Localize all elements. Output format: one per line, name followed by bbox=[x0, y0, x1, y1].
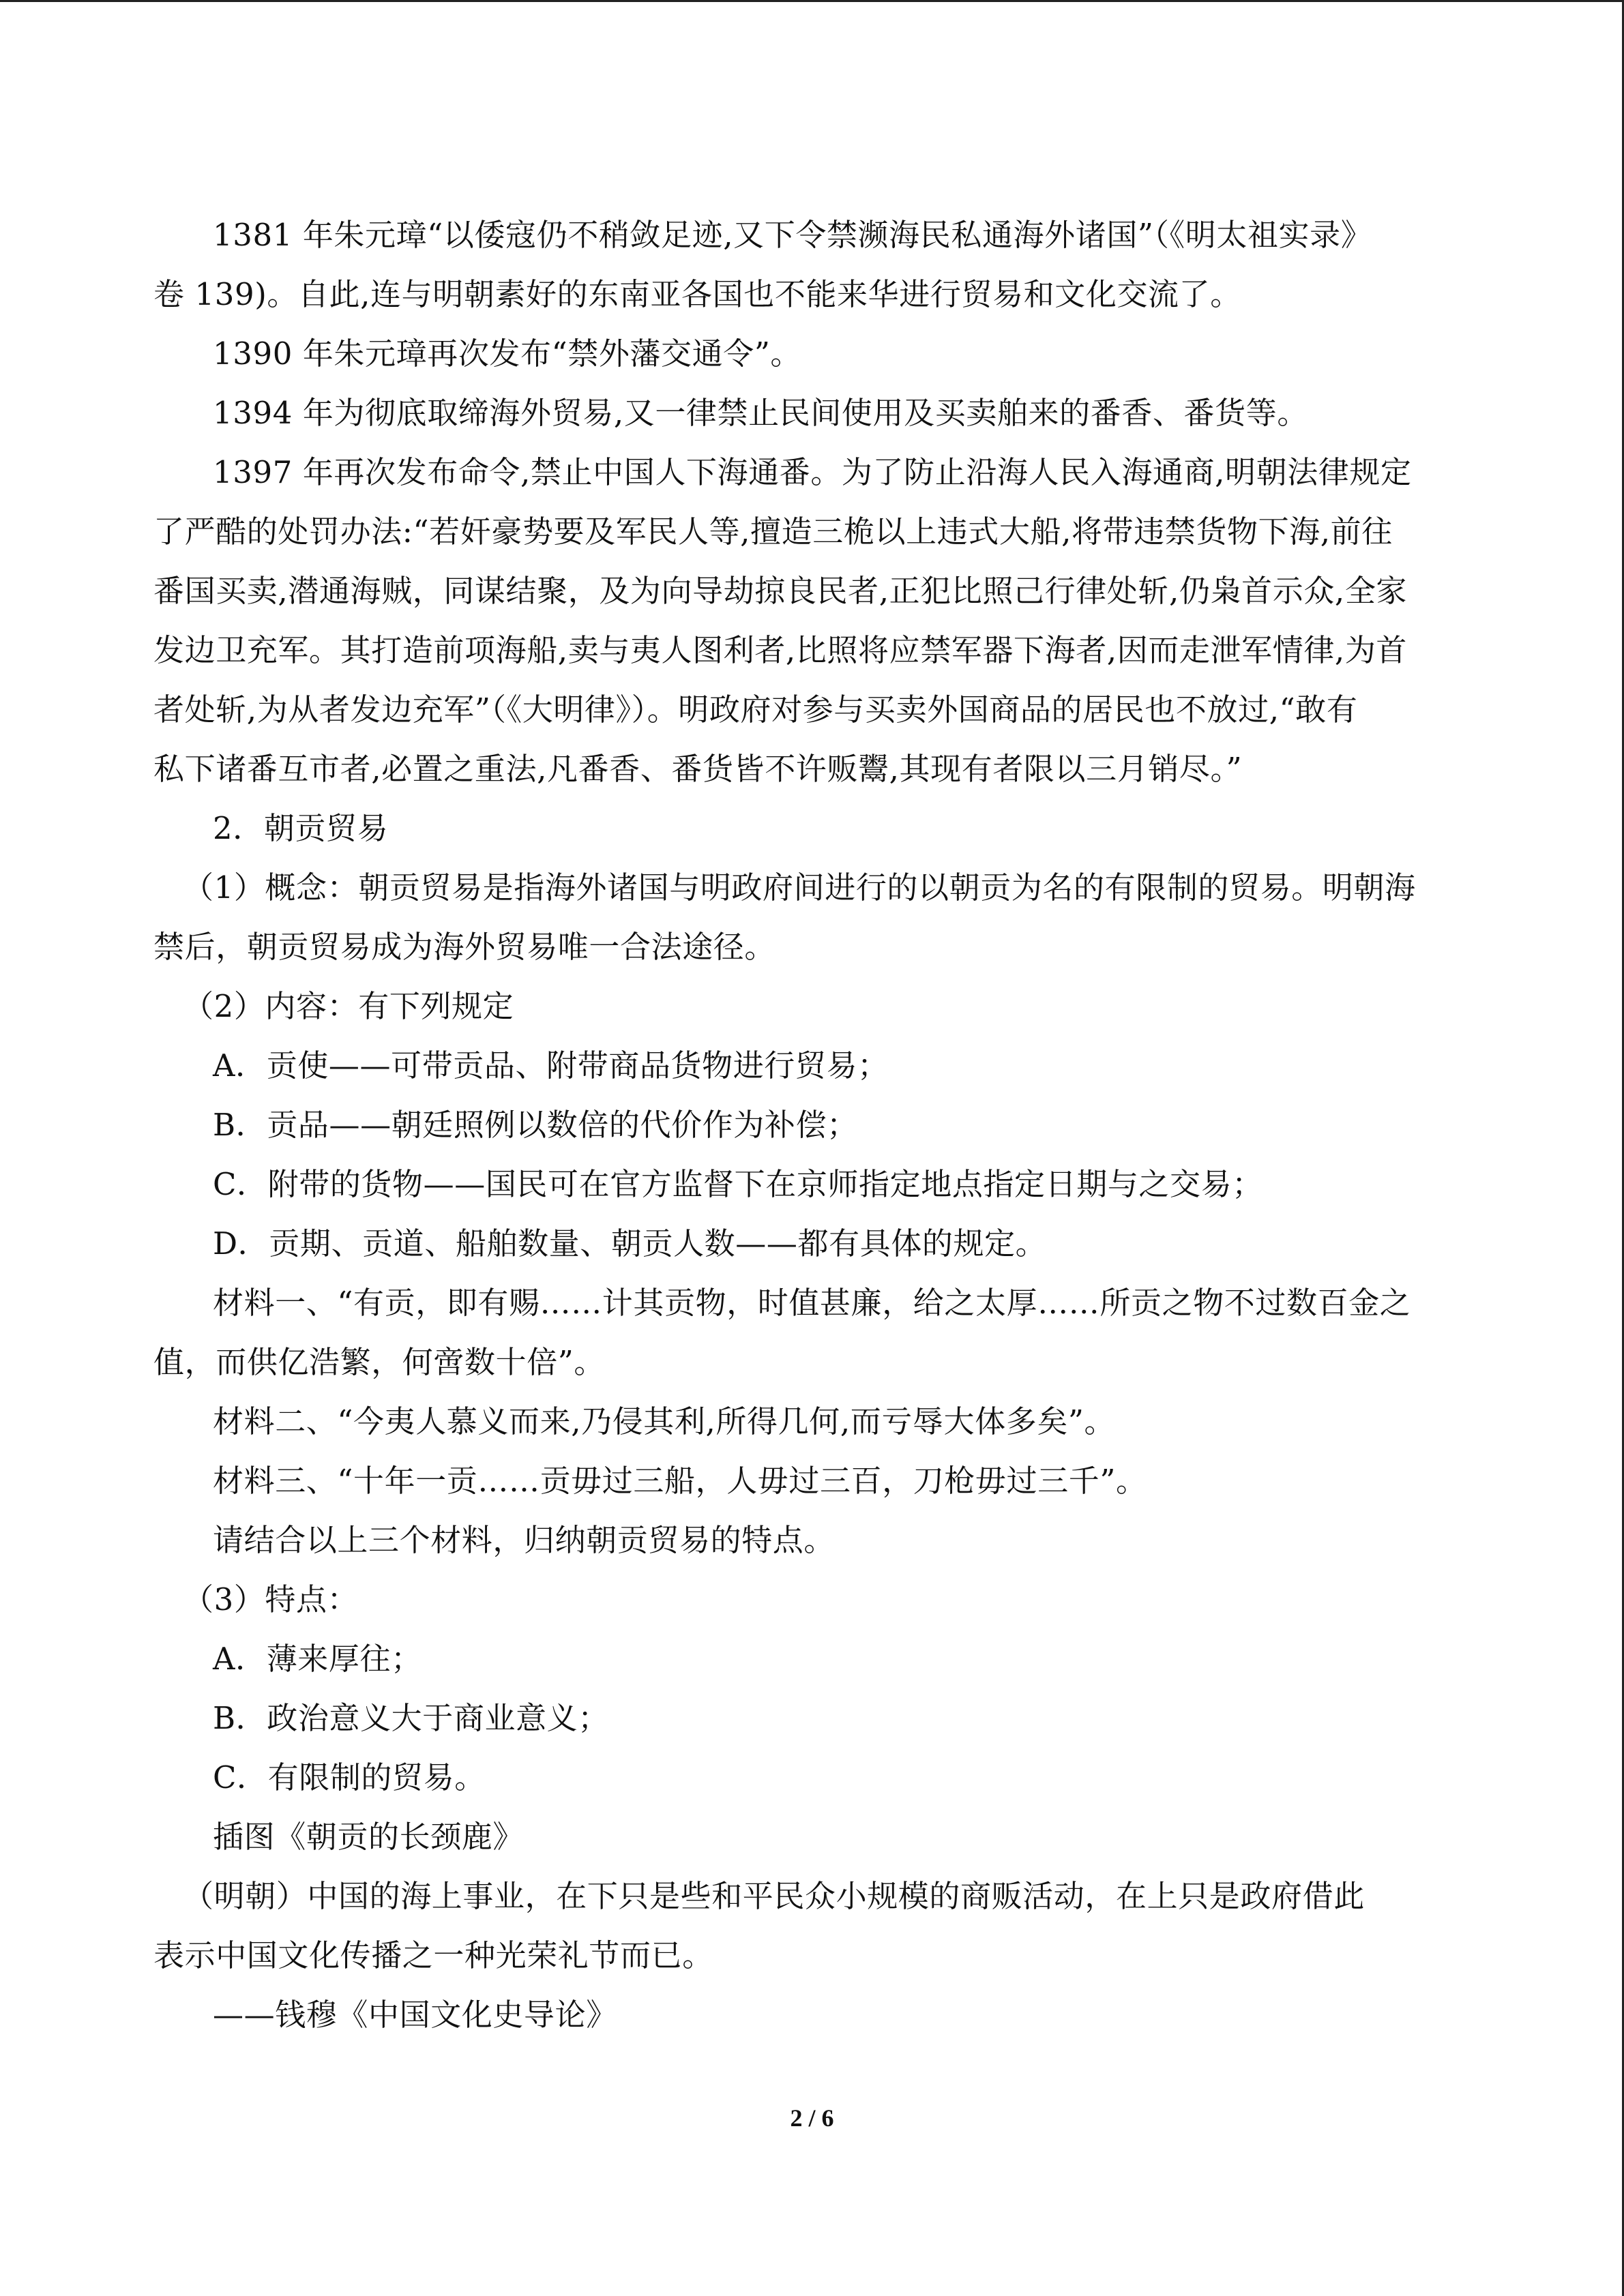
paragraph-line: 材料一、“有贡，即有赐……计其贡物，时值甚廉，给之太厚……所贡之物不过数百金之 bbox=[213, 1285, 1411, 1321]
list-item: C．有限制的贸易。 bbox=[213, 1759, 486, 1795]
paragraph-line: 番国买卖,潜通海贼，同谋结聚，及为向导劫掠良民者,正犯比照己行律处斩,仍枭首示众,全家 bbox=[153, 573, 1408, 609]
paragraph-line: 请结合以上三个材料，归纳朝贡贸易的特点。 bbox=[213, 1522, 836, 1558]
citation-line: ——钱穆《中国文化史导论》 bbox=[213, 1997, 617, 2033]
paragraph-line: 1381 年朱元璋“以倭寇仍不稍敛足迹,又下令禁濒海民私通海外诸国”（《明太祖实录》 bbox=[213, 217, 1372, 253]
paragraph-line: （3）特点： bbox=[183, 1581, 359, 1617]
list-item: B．贡品——朝廷照例以数倍的代价作为补偿； bbox=[213, 1107, 858, 1143]
paragraph-line: 1397 年再次发布命令,禁止中国人下海通番。为了防止沿海人民入海通商,明朝法律规定 bbox=[213, 454, 1412, 490]
paragraph-line: 发边卫充军。其打造前项海船,卖与夷人图利者,比照将应禁军器下海者,因而走泄军情律,为首 bbox=[153, 632, 1408, 668]
section-heading: 2．朝贡贸易 bbox=[213, 810, 389, 846]
page-number: 2 / 6 bbox=[790, 2104, 834, 2132]
list-item: B．政治意义大于商业意义； bbox=[213, 1700, 609, 1736]
paragraph-line: （明朝）中国的海上事业，在下只是些和平民众小规模的商贩活动，在上只是政府借此 bbox=[183, 1878, 1365, 1914]
paragraph-line: 1394 年为彻底取缔海外贸易,又一律禁止民间使用及买卖舶来的番香、番货等。 bbox=[213, 395, 1308, 431]
paragraph-line: 插图《朝贡的长颈鹿》 bbox=[213, 1819, 525, 1855]
list-item: C．附带的货物——国民可在官方监督下在京师指定地点指定日期与之交易； bbox=[213, 1166, 1263, 1202]
paragraph-line: 材料三、“十年一贡……贡毋过三船，人毋过三百，刀枪毋过三千”。 bbox=[213, 1463, 1147, 1499]
paragraph-line: 卷 139)。自此,连与明朝素好的东南亚各国也不能来华进行贸易和文化交流了。 bbox=[153, 276, 1241, 312]
paragraph-line: 者处斩,为从者发边充军”（《大明律》）。明政府对参与买卖外国商品的居民也不放过,“敢有 bbox=[153, 691, 1358, 728]
paragraph-line: 表示中国文化传播之一种光荣礼节而已。 bbox=[153, 1937, 713, 1973]
paragraph-line: 禁后，朝贡贸易成为海外贸易唯一合法途径。 bbox=[153, 929, 776, 965]
paragraph-line: （2）内容：有下列规定 bbox=[183, 988, 514, 1024]
list-item: A．薄来厚往； bbox=[213, 1641, 422, 1677]
paragraph-line: 1390 年朱元璋再次发布“禁外藩交通令”。 bbox=[213, 336, 802, 372]
paragraph-line: 材料二、“今夷人慕义而来,乃侵其利,所得几何,而亏辱大体多矣”。 bbox=[213, 1403, 1116, 1440]
list-item: A．贡使——可带贡品、附带商品货物进行贸易； bbox=[213, 1047, 889, 1084]
paragraph-line: （1）概念：朝贡贸易是指海外诸国与明政府间进行的以朝贡为名的有限制的贸易。明朝海 bbox=[183, 869, 1416, 906]
list-item: D．贡期、贡道、船舶数量、朝贡人数——都有具体的规定。 bbox=[213, 1225, 1047, 1262]
paragraph-line: 了严酷的处罚办法:“若奸豪势要及军民人等,擅造三桅以上违式大船,将带违禁货物下海,前往 bbox=[153, 513, 1393, 550]
paragraph-line: 值，而供亿浩繁，何啻数十倍”。 bbox=[153, 1344, 606, 1380]
paragraph-line: 私下诸番互市者,必置之重法,凡番香、番货皆不许贩鬻,其现有者限以三月销尽。” bbox=[153, 751, 1243, 787]
